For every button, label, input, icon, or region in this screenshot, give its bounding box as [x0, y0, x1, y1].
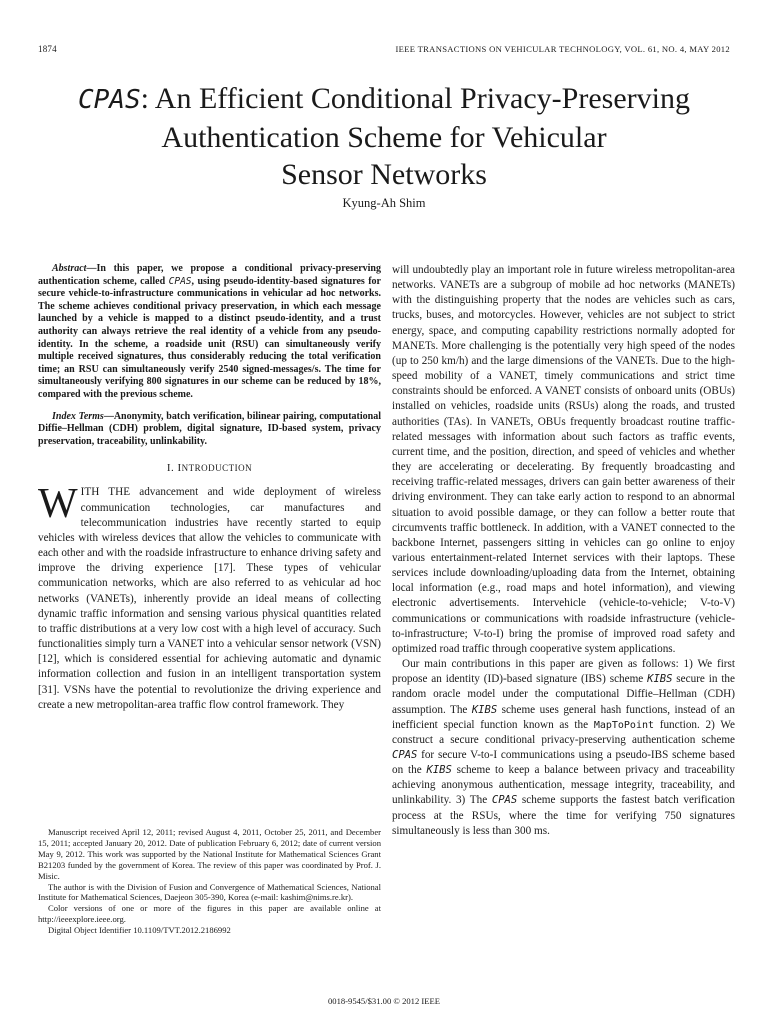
section-numeral: I. — [166, 462, 175, 475]
footnote-manuscript: Manuscript received April 12, 2011; revised August 4, 2011, October 25, 2011, and December 15, 2011; accepted January 20, 2012. Date of publication February 6, 2012; date of current version May 9, 2012. This work was supported by the National Institute for Mathematical Sciences Grant B21203 funded by the government of Korea. The review of this paper was coordinated by Prof. J. Misic. — [38, 827, 381, 881]
author-name: Kyung-Ah Shim — [342, 196, 426, 210]
footnote-color: Color versions of one or more of the figures in this paper are available online at http://ieeexplore.ieee.org. — [38, 903, 381, 925]
abstract — [38, 263, 381, 402]
cpas-acronym: CPAS — [392, 749, 418, 761]
abstract-label: Abstract — [52, 263, 87, 274]
section-first-letter: I — [177, 462, 182, 475]
section-heading-introduction — [38, 461, 381, 476]
title-line3: Sensor Networks — [281, 158, 487, 191]
left-column — [38, 263, 381, 713]
index-terms — [38, 411, 381, 449]
contrib-text-a: Our main contributions in this paper are given as follows: 1) We first propose an identity (ID)-based signature (IBS) scheme — [392, 658, 735, 686]
intro-paragraph — [38, 481, 381, 712]
title-acronym: CPAS — [78, 85, 141, 115]
footnotes — [38, 827, 381, 936]
title-line1: : An Efficient Conditional Privacy-Preserving — [140, 82, 690, 115]
intro-text: ITH THE advancement and wide deployment of wireless communication technologies, car manufactures and telecommunication industries have recently started to equip vehicles with wireless devices that allow the vehicles to communicate with each other and with the roadside infrastructure to enhance driving safety and improve the driving experience [17]. These types of vehicular communication networks, which are also referred to as vehicular ad hoc networks (VANETs), inherently provide an ideal means of collecting dynamic traffic information and sensing various physical quantities related to traffic distributions at a very low cost with a high level of accuracy. Such functionalities simply turn a VANET into a vehicular sensor network (VSN) [12], which is considered essential for achieving automatic and dynamic information collection and fusion in an intelligent transportation system [31]. VSNs have the potential to revolutionize the driving experience and create a new metropolitan-area traffic flow control framework. They — [38, 486, 381, 711]
contrib-text-f: scheme to keep a balance between privacy and traceability achieving anonymous authentication, message integrity, traceability, and unlinkability. 3) The — [392, 764, 736, 807]
kibs-acronym: KIBS — [647, 673, 673, 686]
contrib-text-b: secure in the random oracle model under the computational Diffie–Hellman (CDH) assumption. The — [392, 673, 735, 716]
paper-title — [38, 80, 730, 193]
kibs-acronym: KIBS — [426, 764, 452, 777]
running-header: IEEE TRANSACTIONS ON VEHICULAR TECHNOLOGY, VOL. 61, NO. 4, MAY 2012 — [395, 44, 730, 54]
footnote-doi: Digital Object Identifier 10.1109/TVT.2012.2186992 — [48, 925, 231, 936]
footnote-author: The author is with the Division of Fusion and Convergence of Mathematical Sciences, National Institute for Mathematical Sciences, Daejeon 305-390, Korea (e-mail: kashim@nims.re.kr). — [38, 881, 381, 903]
contrib-text-d: function. 2) We construct a secure conditional privacy-preserving authentication scheme — [392, 718, 735, 746]
maptopoint-function: MapToPoint — [593, 719, 655, 731]
abstract-acronym: CPAS — [168, 275, 192, 287]
kibs-acronym: KIBS — [471, 703, 498, 716]
contrib-text-c: scheme uses general hash functions, instead of an inefficient special function known as the — [392, 703, 735, 731]
cpas-acronym: CPAS — [491, 794, 518, 807]
right-column — [392, 263, 735, 839]
title-line2: Authentication Scheme for Vehicular — [161, 121, 607, 154]
page-number: 1874 — [38, 44, 57, 54]
index-terms-text: —Anonymity, batch verification, bilinear pairing, computational Diffie–Hellman (CDH) problem, digital signature, ID-based system, privacy preservation, traceability, unlinkability. — [38, 410, 381, 447]
drop-cap: W — [38, 481, 78, 528]
section-rest: NTRODUCTION — [181, 463, 253, 474]
right-paragraph-2 — [392, 657, 735, 839]
abstract-text-2: , using pseudo-identity-based signatures for secure vehicle-to-infrastructure communications in vehicular ad hoc networks. The scheme achieves conditional privacy preservation, in which each message launched by a vehicle is mapped to a distinct pseudo-identity, and a trust authority can always retrieve the real identity of a vehicle from any pseudo-identity. In the scheme, a roadside unit (RSU) can simultaneously verify multiple received signatures, thus considerably reducing the total verification time; an RSU can simultaneously verify 2540 signed-messages/s. The time for simultaneously verifying 800 signatures in our scheme can be reduced by 18%, compared with the previous scheme. — [38, 275, 381, 400]
abstract-text-1: —In this paper, we propose a conditional privacy-preserving authentication scheme, called — [38, 263, 381, 287]
contrib-text-e: for secure V-to-I communications using a pseudo-IBS scheme based on the — [392, 749, 735, 777]
contrib-text-g: scheme supports the fastest batch verification process at the RSUs, where the time for verifying 750 signatures simultaneously is less than 300 ms. — [392, 794, 735, 837]
right-paragraph-1: will undoubtedly play an important role in future wireless metropolitan-area networks. VANETs are a subgroup of mobile ad hoc networks (MANETs) with the distinguishing property that the nodes are vehicles such as cars, trucks, buses, and motorcycles. However, vehicles are not subject to strict energy, space, and computing capability restrictions normally adopted for MANETs. More challenging is the potentially very high speed of the nodes (up to 250 km/h) and the large dimensions of the VANETs. Due to the high-speed mobility of a VANET, timely communications and strict time constraints should be enforced. A VANET consists of onboard units (OBUs) installed on vehicles, roadside units (RSUs) along the roads, and trusted authorities (TAs). In VANETs, OBUs frequently broadcast routine traffic-related messages with information about such factors as traffic events, current time, and the position, direction, and speed of vehicles and whether they are accelerating or decelerating. By frequently broadcasting and receiving traffic-related messages, drivers can gain better awareness of their driving environment. They can take early action to respond to an abnormal situation to avoid possible damage, or they can follow a better route that circumvents traffic bottleneck. In addition, with a VANET connected to the backbone Internet, passengers sitting in vehicles can go online to enjoy various entertainment-related Internet services with their laptops. These services include downloading/uploading data from the Internet, obtaining local information (e.g., road maps and hotel information), and viewing electronic advertisements. Intervehicle (vehicle-to-vehicle; V-to-V) communications or communications with roadside infrastructure (vehicle-to-infrastructure; V-to-I) bring the promise of improved road safety and optimized road traffic through cooperative system applications. — [392, 264, 735, 655]
index-terms-label: Index Terms — [52, 410, 104, 422]
copyright-line: 0018-9545/$31.00 © 2012 IEEE — [327, 996, 441, 1006]
